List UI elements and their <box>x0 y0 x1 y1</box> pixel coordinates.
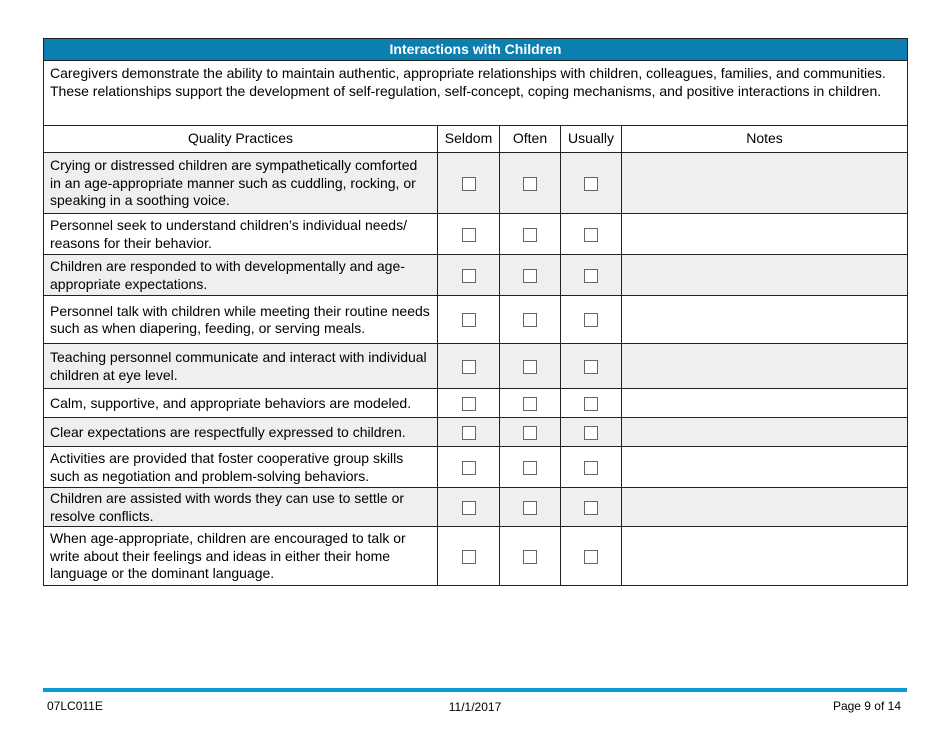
practice-text: Clear expectations are respectfully expressed to children. <box>44 418 438 447</box>
page-number: Page 9 of 14 <box>832 699 901 713</box>
notes-field[interactable] <box>622 488 908 527</box>
usually-checkbox[interactable] <box>584 397 598 411</box>
usually-checkbox[interactable] <box>584 313 598 327</box>
often-cell <box>500 255 561 296</box>
seldom-cell <box>438 255 500 296</box>
often-cell <box>500 488 561 527</box>
practice-text: Children are assisted with words they can use to settle or resolve conflicts. <box>44 488 438 527</box>
often-checkbox[interactable] <box>523 426 537 440</box>
intro-text: Caregivers demonstrate the ability to maintain authentic, appropriate relationships with children, colleagues, families, and communities. These relationships support the development of self-regulation, self-concept, coping mechanisms, and positive interactions in children. <box>44 61 908 126</box>
seldom-checkbox[interactable] <box>462 228 476 242</box>
often-cell <box>500 214 561 255</box>
often-checkbox[interactable] <box>523 228 537 242</box>
table-row <box>44 389 908 418</box>
header-seldom: Seldom <box>438 126 500 153</box>
often-cell <box>500 344 561 389</box>
notes-field[interactable] <box>622 296 908 344</box>
seldom-cell <box>438 214 500 255</box>
practice-text: When age-appropriate, children are encouraged to talk or write about their feelings and ideas in either their home language or the dominant language. <box>44 527 438 586</box>
practice-text: Personnel seek to understand children’s individual needs/ reasons for their behavior. <box>44 214 438 255</box>
usually-cell <box>561 418 622 447</box>
header-usually: Usually <box>561 126 622 153</box>
form-date: 11/1/2017 <box>448 700 502 714</box>
notes-field[interactable] <box>622 389 908 418</box>
often-checkbox[interactable] <box>523 269 537 283</box>
table-row <box>44 153 908 214</box>
practice-text: Crying or distressed children are sympathetically comforted in an age-appropriate manner such as cuddling, rocking, or speaking in a soothing voice. <box>44 153 438 214</box>
usually-checkbox[interactable] <box>584 177 598 191</box>
header-often: Often <box>500 126 561 153</box>
usually-checkbox[interactable] <box>584 269 598 283</box>
usually-cell <box>561 153 622 214</box>
usually-checkbox[interactable] <box>584 501 598 515</box>
usually-cell <box>561 296 622 344</box>
table-row <box>44 214 908 255</box>
title-row <box>44 39 908 61</box>
seldom-cell <box>438 153 500 214</box>
table-row <box>44 418 908 447</box>
footer-rule <box>43 688 907 692</box>
often-checkbox[interactable] <box>523 177 537 191</box>
seldom-checkbox[interactable] <box>462 397 476 411</box>
often-checkbox[interactable] <box>523 501 537 515</box>
table-row <box>44 527 908 586</box>
usually-cell <box>561 214 622 255</box>
notes-field[interactable] <box>622 214 908 255</box>
table-row <box>44 344 908 389</box>
usually-checkbox[interactable] <box>584 550 598 564</box>
often-checkbox[interactable] <box>523 461 537 475</box>
table-row <box>44 255 908 296</box>
seldom-cell <box>438 527 500 586</box>
usually-cell <box>561 389 622 418</box>
often-cell <box>500 389 561 418</box>
table-row <box>44 447 908 488</box>
practice-text: Calm, supportive, and appropriate behaviors are modeled. <box>44 389 438 418</box>
intro-row <box>44 61 908 126</box>
seldom-cell <box>438 344 500 389</box>
often-checkbox[interactable] <box>523 313 537 327</box>
seldom-cell <box>438 296 500 344</box>
usually-cell <box>561 447 622 488</box>
seldom-cell <box>438 447 500 488</box>
notes-field[interactable] <box>622 527 908 586</box>
notes-field[interactable] <box>622 418 908 447</box>
seldom-checkbox[interactable] <box>462 550 476 564</box>
seldom-checkbox[interactable] <box>462 360 476 374</box>
usually-cell <box>561 344 622 389</box>
usually-cell <box>561 488 622 527</box>
often-checkbox[interactable] <box>523 360 537 374</box>
notes-field[interactable] <box>622 447 908 488</box>
seldom-checkbox[interactable] <box>462 177 476 191</box>
seldom-checkbox[interactable] <box>462 269 476 283</box>
seldom-cell <box>438 418 500 447</box>
table-row <box>44 296 908 344</box>
practice-text: Activities are provided that foster cooperative group skills such as negotiation and problem-solving behaviors. <box>44 447 438 488</box>
seldom-checkbox[interactable] <box>462 461 476 475</box>
notes-field[interactable] <box>622 344 908 389</box>
seldom-cell <box>438 488 500 527</box>
practice-text: Teaching personnel communicate and interact with individual children at eye level. <box>44 344 438 389</box>
table-row <box>44 488 908 527</box>
usually-checkbox[interactable] <box>584 461 598 475</box>
usually-checkbox[interactable] <box>584 228 598 242</box>
often-checkbox[interactable] <box>523 397 537 411</box>
column-header-row <box>44 126 908 153</box>
usually-checkbox[interactable] <box>584 360 598 374</box>
practice-text: Personnel talk with children while meeting their routine needs such as when diapering, feeding, or serving meals. <box>44 296 438 344</box>
usually-cell <box>561 527 622 586</box>
often-cell <box>500 418 561 447</box>
often-checkbox[interactable] <box>523 550 537 564</box>
often-cell <box>500 153 561 214</box>
often-cell <box>500 447 561 488</box>
section-title: Interactions with Children <box>44 39 908 61</box>
usually-checkbox[interactable] <box>584 426 598 440</box>
notes-field[interactable] <box>622 153 908 214</box>
practice-text: Children are responded to with developmentally and age-appropriate expectations. <box>44 255 438 296</box>
usually-cell <box>561 255 622 296</box>
header-notes: Notes <box>622 126 908 153</box>
seldom-checkbox[interactable] <box>462 426 476 440</box>
seldom-checkbox[interactable] <box>462 501 476 515</box>
often-cell <box>500 296 561 344</box>
seldom-cell <box>438 389 500 418</box>
notes-field[interactable] <box>622 255 908 296</box>
often-cell <box>500 527 561 586</box>
header-quality-practices: Quality Practices <box>44 126 438 153</box>
quality-practices-table <box>43 38 908 586</box>
form-code: 07LC011E <box>47 699 103 713</box>
seldom-checkbox[interactable] <box>462 313 476 327</box>
